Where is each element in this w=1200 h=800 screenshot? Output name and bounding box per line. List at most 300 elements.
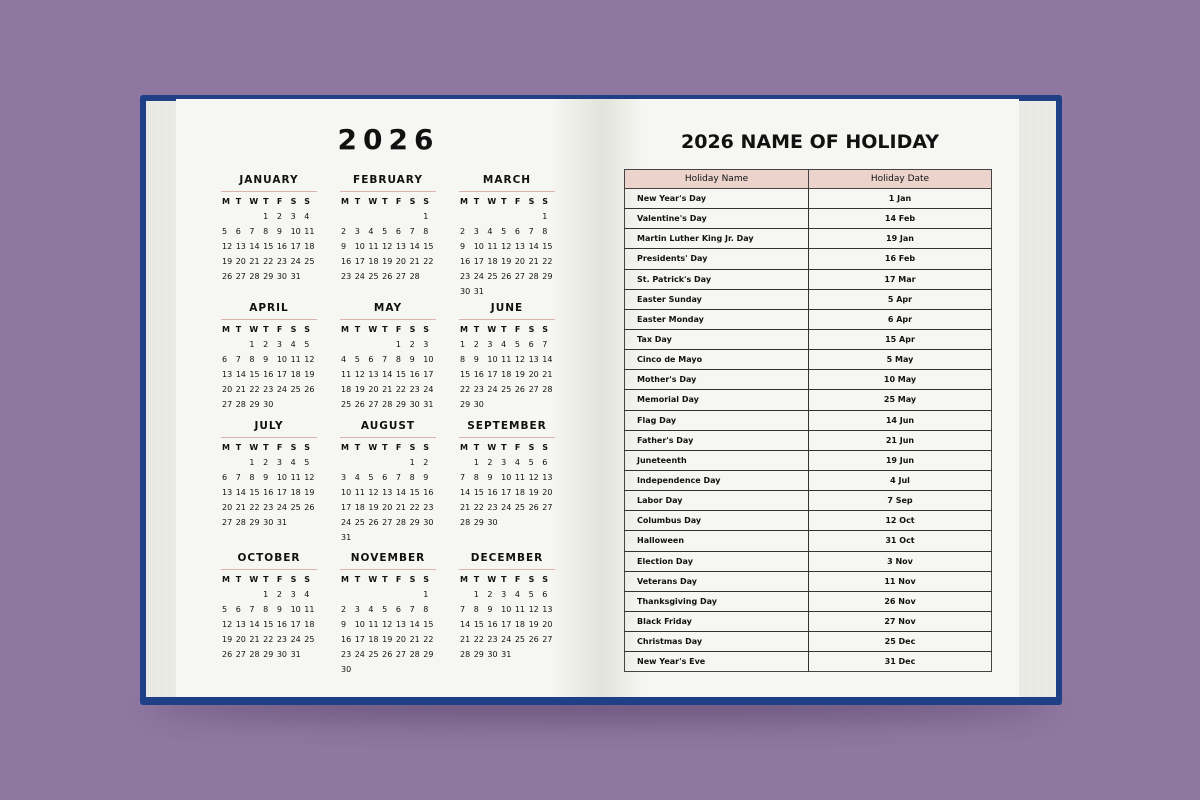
day-cell: 14 — [249, 620, 260, 629]
holiday-name: Easter Sunday — [625, 289, 809, 309]
day-cell: 5 — [514, 340, 520, 349]
day-cell: 13 — [542, 473, 553, 482]
day-cell: 12 — [368, 488, 379, 497]
day-cell: 30 — [487, 518, 498, 527]
day-cell: 4 — [290, 458, 296, 467]
day-cell: 9 — [423, 473, 429, 482]
day-cell: 20 — [222, 385, 233, 394]
month-may — [340, 302, 436, 411]
day-cell: 19 — [222, 257, 233, 266]
day-cell: 25 — [368, 272, 379, 281]
weekday-header: S — [542, 575, 549, 584]
weekday-header: W — [368, 443, 378, 452]
weekday-header: S — [542, 443, 549, 452]
holiday-row — [625, 491, 992, 511]
day-cell: 14 — [249, 242, 260, 251]
day-cell: 2 — [341, 605, 347, 614]
day-cell: 14 — [235, 370, 246, 379]
holiday-name-header: Holiday Name — [625, 170, 809, 189]
day-cell: 11 — [304, 227, 315, 236]
holiday-row — [625, 249, 992, 269]
holiday-row — [625, 571, 992, 591]
day-cell: 27 — [395, 272, 407, 281]
weekday-header: S — [423, 575, 430, 584]
weekday-header: S — [542, 325, 549, 334]
day-cell: 8 — [542, 227, 548, 236]
day-cell: 16 — [473, 370, 484, 379]
empty-day-cell — [340, 339, 354, 351]
day-cell: 25 — [290, 503, 301, 512]
month-november — [340, 552, 436, 676]
day-cell: 30 — [460, 287, 471, 296]
day-cell: 12 — [514, 355, 526, 364]
weekday-header: T — [501, 197, 507, 206]
day-cell: 31 — [501, 650, 512, 659]
holiday-name: Election Day — [625, 551, 809, 571]
day-cell: 9 — [409, 355, 415, 364]
day-cell: 23 — [263, 385, 274, 394]
day-cell: 19 — [382, 635, 393, 644]
empty-day-cell — [409, 589, 423, 601]
weekday-header: T — [235, 443, 242, 452]
weekday-header: S — [304, 575, 311, 584]
day-cell: 27 — [514, 272, 526, 281]
holiday-name: Columbus Day — [625, 511, 809, 531]
day-cell: 27 — [395, 650, 407, 659]
weekday-header: T — [473, 197, 480, 206]
holiday-row — [625, 551, 992, 571]
weekday-header: T — [354, 325, 361, 334]
day-cell: 7 — [542, 340, 548, 349]
month-name: FEBRUARY — [340, 174, 436, 192]
day-cell: 28 — [395, 518, 407, 527]
day-cell: 6 — [395, 605, 401, 614]
weekday-header: S — [304, 197, 311, 206]
day-cell: 16 — [460, 257, 471, 266]
weekday-header: W — [487, 197, 497, 206]
day-cell: 16 — [487, 620, 498, 629]
day-cell: 29 — [263, 650, 274, 659]
holiday-page — [601, 99, 1019, 697]
day-cell: 5 — [222, 605, 228, 614]
day-cell: 14 — [409, 242, 420, 251]
holiday-date: 19 Jun — [809, 450, 992, 470]
weekday-header: S — [409, 443, 416, 452]
day-cell: 19 — [501, 257, 512, 266]
day-cell: 24 — [290, 635, 301, 644]
day-cell: 7 — [249, 605, 255, 614]
day-cell: 22 — [263, 635, 274, 644]
day-cell: 29 — [473, 518, 484, 527]
day-cell: 17 — [423, 370, 434, 379]
day-cell: 26 — [304, 503, 315, 512]
weekday-header: M — [460, 197, 468, 206]
month-name: APRIL — [221, 302, 317, 320]
empty-day-cell — [500, 211, 514, 223]
day-cell: 17 — [341, 503, 352, 512]
day-cell: 6 — [222, 473, 228, 482]
month-name: SEPTEMBER — [459, 420, 555, 438]
day-cell: 12 — [222, 242, 233, 251]
day-cell: 19 — [354, 385, 365, 394]
day-cell: 24 — [473, 272, 484, 281]
day-cell: 3 — [354, 605, 360, 614]
empty-day-cell — [381, 211, 395, 223]
day-cell: 7 — [409, 227, 415, 236]
day-cell: 15 — [423, 242, 434, 251]
day-cell: 21 — [235, 503, 246, 512]
day-cell: 17 — [276, 488, 288, 497]
holiday-date-header: Holiday Date — [809, 170, 992, 189]
day-cell: 1 — [460, 340, 466, 349]
holiday-date: 5 Apr — [809, 289, 992, 309]
holiday-name: Father's Day — [625, 430, 809, 450]
day-cell: 15 — [473, 620, 484, 629]
day-cell: 3 — [501, 458, 507, 467]
day-cell: 4 — [290, 340, 296, 349]
day-cell: 18 — [304, 242, 315, 251]
day-cell: 11 — [304, 605, 315, 614]
day-cell: 29 — [395, 400, 407, 409]
day-cell: 21 — [528, 257, 539, 266]
holiday-date: 3 Nov — [809, 551, 992, 571]
day-cell: 6 — [235, 227, 241, 236]
empty-day-cell — [514, 211, 528, 223]
holiday-date: 11 Nov — [809, 571, 992, 591]
weekday-header: F — [395, 575, 402, 584]
holiday-date: 7 Sep — [809, 491, 992, 511]
month-name: DECEMBER — [459, 552, 555, 570]
weekday-header: M — [341, 575, 349, 584]
day-cell: 23 — [487, 503, 498, 512]
weekday-header: S — [528, 197, 535, 206]
weekday-header: T — [501, 325, 507, 334]
holiday-row — [625, 611, 992, 631]
day-cell: 3 — [354, 227, 360, 236]
day-cell: 10 — [354, 620, 365, 629]
day-cell: 15 — [409, 488, 420, 497]
month-grid — [221, 195, 317, 283]
day-cell: 21 — [409, 635, 420, 644]
day-cell: 11 — [487, 242, 498, 251]
day-cell: 5 — [368, 473, 374, 482]
day-cell: 29 — [409, 518, 420, 527]
holiday-table — [624, 169, 992, 672]
day-cell: 18 — [290, 488, 301, 497]
day-cell: 6 — [222, 355, 228, 364]
day-cell: 15 — [249, 370, 260, 379]
weekday-header: T — [263, 443, 269, 452]
holiday-row — [625, 430, 992, 450]
day-cell: 10 — [276, 355, 288, 364]
day-cell: 24 — [276, 385, 288, 394]
day-cell: 17 — [290, 242, 301, 251]
month-grid — [459, 323, 555, 411]
day-cell: 17 — [290, 620, 301, 629]
weekday-header: F — [276, 575, 283, 584]
month-grid — [340, 573, 436, 676]
day-cell: 26 — [222, 272, 233, 281]
weekday-header: T — [235, 575, 242, 584]
day-cell: 5 — [528, 458, 534, 467]
day-cell: 17 — [473, 257, 484, 266]
day-cell: 22 — [395, 385, 407, 394]
weekday-header: S — [542, 197, 549, 206]
day-cell: 1 — [423, 590, 429, 599]
day-cell: 2 — [276, 212, 282, 221]
weekday-header: F — [395, 325, 402, 334]
weekday-header: S — [304, 325, 311, 334]
day-cell: 26 — [354, 400, 365, 409]
month-september — [459, 420, 555, 529]
day-cell: 5 — [501, 227, 507, 236]
day-cell: 12 — [528, 605, 539, 614]
day-cell: 28 — [542, 385, 553, 394]
day-cell: 16 — [263, 370, 274, 379]
day-cell: 1 — [263, 590, 269, 599]
day-cell: 9 — [341, 620, 347, 629]
empty-day-cell — [248, 211, 262, 223]
weekday-header: S — [304, 443, 311, 452]
empty-day-cell — [381, 589, 395, 601]
day-cell: 4 — [501, 340, 507, 349]
day-cell: 13 — [528, 355, 539, 364]
holiday-row — [625, 450, 992, 470]
day-cell: 28 — [235, 518, 246, 527]
weekday-header: T — [382, 197, 388, 206]
month-january — [221, 174, 317, 283]
day-cell: 9 — [276, 605, 282, 614]
weekday-header: T — [501, 443, 507, 452]
empty-day-cell — [221, 589, 235, 601]
weekday-header: F — [276, 197, 283, 206]
empty-day-cell — [235, 457, 249, 469]
day-cell: 25 — [514, 503, 526, 512]
holiday-row — [625, 269, 992, 289]
holiday-date: 5 May — [809, 350, 992, 370]
day-cell: 8 — [263, 227, 269, 236]
holiday-name: Cinco de Mayo — [625, 350, 809, 370]
day-cell: 15 — [249, 488, 260, 497]
day-cell: 6 — [382, 473, 388, 482]
day-cell: 23 — [341, 650, 352, 659]
day-cell: 29 — [542, 272, 553, 281]
day-cell: 25 — [368, 650, 379, 659]
holiday-name: St. Patrick's Day — [625, 269, 809, 289]
weekday-header: T — [382, 443, 388, 452]
weekday-header: T — [382, 325, 388, 334]
empty-day-cell — [381, 339, 395, 351]
empty-day-cell — [395, 457, 409, 469]
day-cell: 1 — [249, 340, 255, 349]
weekday-header: F — [276, 443, 283, 452]
weekday-header: M — [222, 325, 230, 334]
day-cell: 13 — [222, 370, 233, 379]
empty-day-cell — [340, 457, 354, 469]
day-cell: 18 — [354, 503, 365, 512]
day-cell: 15 — [542, 242, 553, 251]
day-cell: 5 — [382, 227, 388, 236]
month-name: MARCH — [459, 174, 555, 192]
weekday-header: T — [263, 325, 269, 334]
holiday-date: 21 Jun — [809, 430, 992, 450]
day-cell: 10 — [423, 355, 434, 364]
day-cell: 12 — [304, 355, 315, 364]
holiday-date: 6 Apr — [809, 309, 992, 329]
day-cell: 5 — [222, 227, 228, 236]
day-cell: 30 — [423, 518, 434, 527]
day-cell: 18 — [341, 385, 352, 394]
day-cell: 8 — [395, 355, 401, 364]
day-cell: 24 — [354, 650, 365, 659]
holiday-name: Black Friday — [625, 611, 809, 631]
day-cell: 26 — [501, 272, 512, 281]
day-cell: 25 — [501, 385, 512, 394]
day-cell: 27 — [235, 650, 246, 659]
day-cell: 25 — [304, 257, 315, 266]
weekday-header: T — [235, 197, 242, 206]
weekday-header: S — [528, 575, 535, 584]
day-cell: 14 — [395, 488, 407, 497]
weekday-header: W — [249, 197, 259, 206]
day-cell: 7 — [235, 473, 241, 482]
day-cell: 29 — [263, 272, 274, 281]
day-cell: 26 — [514, 385, 526, 394]
day-cell: 4 — [368, 227, 374, 236]
weekday-header: M — [222, 197, 230, 206]
day-cell: 6 — [235, 605, 241, 614]
day-cell: 8 — [249, 473, 255, 482]
day-cell: 17 — [501, 488, 512, 497]
day-cell: 8 — [409, 473, 415, 482]
holiday-name: Independence Day — [625, 470, 809, 490]
weekday-header: M — [341, 325, 349, 334]
holiday-row — [625, 652, 992, 672]
empty-day-cell — [354, 589, 368, 601]
day-cell: 21 — [249, 257, 260, 266]
day-cell: 19 — [528, 488, 539, 497]
day-cell: 14 — [528, 242, 539, 251]
day-cell: 24 — [341, 518, 352, 527]
day-cell: 11 — [354, 488, 365, 497]
empty-day-cell — [367, 339, 381, 351]
day-cell: 11 — [514, 473, 526, 482]
empty-day-cell — [459, 589, 473, 601]
month-name: JULY — [221, 420, 317, 438]
day-cell: 1 — [473, 458, 479, 467]
holiday-date: 26 Nov — [809, 591, 992, 611]
day-cell: 23 — [263, 503, 274, 512]
holiday-name: New Year's Day — [625, 189, 809, 209]
holiday-date: 17 Mar — [809, 269, 992, 289]
holiday-date: 14 Feb — [809, 209, 992, 229]
empty-day-cell — [395, 589, 409, 601]
weekday-header: S — [423, 443, 430, 452]
day-cell: 19 — [514, 370, 526, 379]
day-cell: 16 — [263, 488, 274, 497]
day-cell: 25 — [304, 635, 315, 644]
day-cell: 13 — [395, 620, 407, 629]
day-cell: 8 — [263, 605, 269, 614]
day-cell: 29 — [249, 400, 260, 409]
day-cell: 22 — [249, 503, 260, 512]
day-cell: 18 — [368, 635, 379, 644]
holiday-date: 31 Dec — [809, 652, 992, 672]
day-cell: 16 — [423, 488, 434, 497]
day-cell: 14 — [235, 488, 246, 497]
day-cell: 20 — [514, 257, 526, 266]
holiday-name: Halloween — [625, 531, 809, 551]
weekday-header: S — [409, 325, 416, 334]
month-name: JUNE — [459, 302, 555, 320]
day-cell: 31 — [276, 518, 288, 527]
empty-day-cell — [367, 457, 381, 469]
weekday-header: F — [395, 443, 402, 452]
day-cell: 1 — [542, 212, 548, 221]
day-cell: 12 — [528, 473, 539, 482]
day-cell: 21 — [235, 385, 246, 394]
holiday-row — [625, 350, 992, 370]
day-cell: 28 — [460, 518, 471, 527]
day-cell: 9 — [341, 242, 347, 251]
day-cell: 7 — [409, 605, 415, 614]
day-cell: 9 — [487, 605, 493, 614]
day-cell: 10 — [354, 242, 365, 251]
day-cell: 11 — [501, 355, 512, 364]
day-cell: 8 — [249, 355, 255, 364]
day-cell: 19 — [222, 635, 233, 644]
holiday-name: Tax Day — [625, 329, 809, 349]
day-cell: 29 — [460, 400, 471, 409]
holiday-row — [625, 289, 992, 309]
day-cell: 15 — [423, 620, 434, 629]
day-cell: 10 — [501, 473, 512, 482]
day-cell: 7 — [528, 227, 534, 236]
day-cell: 18 — [487, 257, 498, 266]
day-cell: 28 — [249, 272, 260, 281]
day-cell: 1 — [263, 212, 269, 221]
weekday-header: S — [528, 443, 535, 452]
day-cell: 17 — [487, 370, 498, 379]
day-cell: 18 — [514, 620, 526, 629]
holiday-name: Memorial Day — [625, 390, 809, 410]
day-cell: 22 — [542, 257, 553, 266]
day-cell: 27 — [235, 272, 246, 281]
page-edges-right — [1016, 101, 1056, 697]
weekday-header: S — [290, 325, 297, 334]
day-cell: 4 — [487, 227, 493, 236]
day-cell: 4 — [514, 458, 520, 467]
day-cell: 27 — [222, 400, 233, 409]
empty-day-cell — [409, 211, 423, 223]
day-cell: 5 — [304, 340, 310, 349]
weekday-header: M — [460, 443, 468, 452]
weekday-header: F — [514, 443, 521, 452]
day-cell: 9 — [487, 473, 493, 482]
weekday-header: W — [487, 575, 497, 584]
day-cell: 3 — [487, 340, 493, 349]
weekday-header: M — [222, 575, 230, 584]
day-cell: 16 — [276, 620, 288, 629]
day-cell: 13 — [235, 242, 246, 251]
weekday-header: W — [249, 325, 259, 334]
day-cell: 23 — [341, 272, 352, 281]
month-grid — [459, 195, 555, 298]
day-cell: 30 — [263, 400, 274, 409]
empty-day-cell — [367, 211, 381, 223]
month-name: OCTOBER — [221, 552, 317, 570]
empty-day-cell — [235, 339, 249, 351]
